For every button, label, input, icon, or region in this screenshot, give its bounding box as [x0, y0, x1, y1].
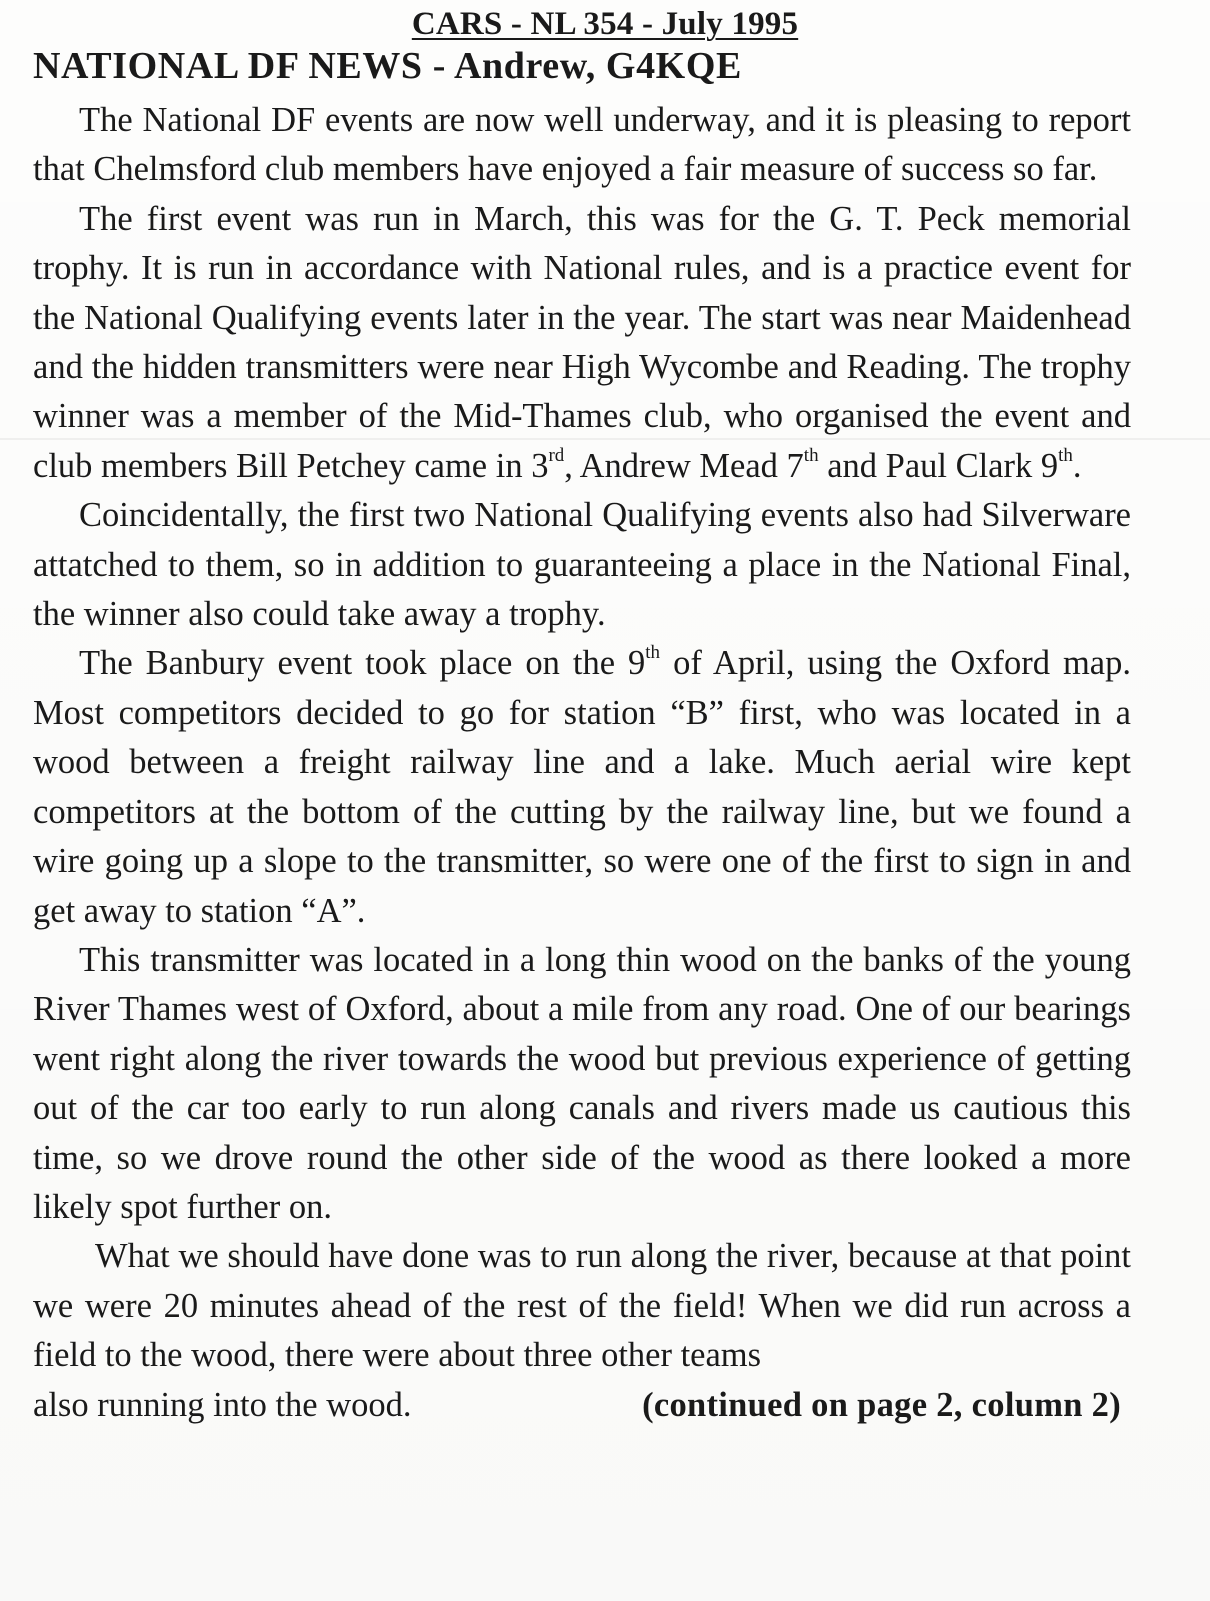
paragraph-2-text-d: . [1072, 446, 1082, 485]
paragraph-2-text-a: The first event was run in March, this was for the G. T. Peck memorial trophy. It is run in accordance with National rules, and is a practice event for the National Qualifying events later in the year. The start was near Maidenhead and the hidden transmitters were near High Wycombe and Reading. The trophy winner was a member of the Mid-Thames club, who organised the event and club members Bill Petchey came in 3 [33, 199, 1131, 485]
paragraph-1: The National DF events are now well underway, and it is pleasing to report that Chelmsford club members have enjoyed a fair measure of success so far. [33, 101, 1131, 189]
ordinal-suffix: rd [548, 444, 565, 466]
paragraph-2-text-b: , Andrew Mead 7 [564, 446, 804, 485]
paragraph-4-text-b: of April, using the Oxford map. Most competitors decided to go for station “B” first, who was located in a wood between a freight railway line and a lake. Much aerial wire kept competitors at the bottom of the cutting by the railway line, but we found a wire going up a slope to the transmitter, so were one of the first to sign in and get away to station “A”. [33, 644, 1131, 930]
paragraph-6 [33, 1232, 1131, 1380]
ordinal-suffix: th [803, 444, 819, 466]
newsletter-issue: CARS - NL 354 - July 1995 [411, 6, 799, 42]
paragraph-2-text-c: and Paul Clark 9 [818, 446, 1059, 485]
continued-note: (continued on page 2, column 2) [642, 1385, 1121, 1424]
paragraph-6-text: What we should have done was to run along the river, because at that point we were 20 minutes ahead of the rest of the field! When we did run across a field to the wood, there were about three other teams [33, 1237, 1131, 1375]
ordinal-suffix: th [1058, 444, 1073, 466]
article-body [33, 96, 1131, 1430]
ordinal-suffix: th [645, 642, 661, 664]
paragraph-5: This transmitter was located in a long thin wood on the banks of the young River Thames west of Oxford, about a mile from any road. One of our bearings went right along the river towards the wood but previous experience of getting out of the car too early to run along canals and rivers made us cautious this time, so we drove round the other side of the wood as there looked a more likely spot further on. [33, 940, 1131, 1226]
paragraph-2 [33, 195, 1131, 491]
newsletter-header [0, 4, 1210, 44]
paragraph-3: Coincidentally, the first two National Qualifying events also had Silverware attatched to them, so in addition to guaranteeing a place in the National Final, the winner also could take away a trophy. [33, 496, 1131, 634]
paragraph-6-last-line [33, 1381, 1131, 1430]
article-title: NATIONAL DF NEWS - Andrew, G4KQE [33, 45, 742, 87]
paragraph-4 [33, 639, 1131, 935]
paragraph-6-ending: also running into the wood. [33, 1385, 412, 1424]
paragraph-4-text-a: The Banbury event took place on the 9 [79, 644, 646, 683]
